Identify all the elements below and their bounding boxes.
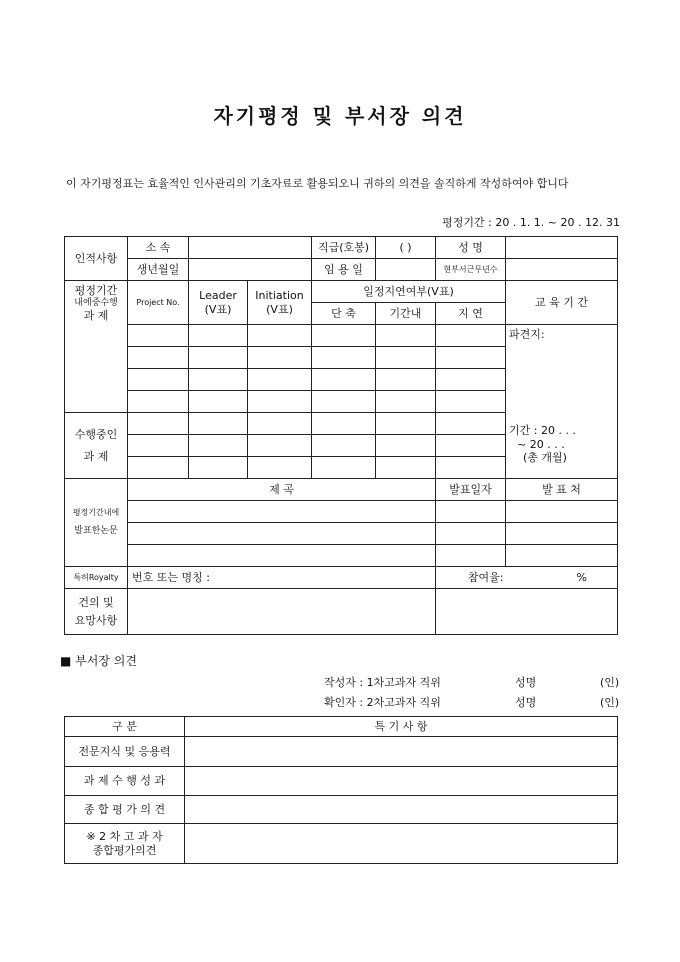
initiation-cell[interactable] — [248, 413, 312, 435]
eval-final-line1: ※ 2 차 고 과 자 — [86, 829, 163, 843]
ongoing-section-label — [65, 413, 128, 479]
paper-venue-cell[interactable] — [506, 523, 618, 545]
paper-subject-cell[interactable] — [128, 501, 436, 523]
birth-label: 생년월일 — [128, 259, 189, 281]
term-line2: ~ 20 . . . — [517, 437, 565, 451]
shorten-cell[interactable] — [312, 457, 376, 479]
paper-date-cell[interactable] — [436, 545, 506, 567]
leader-cell[interactable] — [189, 347, 248, 369]
initiation-line1: Initiation — [255, 288, 304, 302]
projects-section-line1: 평정기간 — [74, 284, 118, 297]
project-cell[interactable] — [128, 347, 189, 369]
leader-line2: (V표) — [204, 302, 232, 316]
paper-subject-header: 제 곡 — [128, 479, 436, 501]
affiliation-field[interactable] — [189, 237, 312, 259]
leader-cell[interactable] — [189, 435, 248, 457]
page-title: 자기평정 및 부서장 의견 — [213, 104, 467, 128]
paper-venue-header: 발 표 처 — [506, 479, 618, 501]
remarks-header: 특 기 사 항 — [185, 717, 618, 737]
initiation-cell[interactable] — [248, 435, 312, 457]
within-cell[interactable] — [376, 391, 436, 413]
leader-header — [189, 281, 248, 325]
within-cell[interactable] — [376, 325, 436, 347]
patent-label: 특허Royalty — [65, 567, 128, 589]
eval-final-field[interactable] — [185, 824, 618, 864]
paper-venue-cell[interactable] — [506, 501, 618, 523]
eval-row-field[interactable] — [185, 796, 618, 824]
initiation-cell[interactable] — [248, 391, 312, 413]
self-evaluation-table — [64, 236, 618, 635]
education-header: 교 육 기 간 — [506, 281, 618, 325]
leader-cell[interactable] — [189, 391, 248, 413]
paper-venue-cell[interactable] — [506, 545, 618, 567]
shorten-cell[interactable] — [312, 413, 376, 435]
leader-cell[interactable] — [189, 325, 248, 347]
eval-final-label — [65, 824, 185, 864]
personal-section-label: 인적사항 — [65, 237, 128, 281]
project-cell[interactable] — [128, 413, 189, 435]
leader-cell[interactable] — [189, 413, 248, 435]
eval-row-field[interactable] — [185, 767, 618, 796]
eval-row-label: 전문지식 및 응용력 — [65, 737, 185, 767]
project-cell[interactable] — [128, 325, 189, 347]
ongoing-line2: 과 제 — [83, 449, 109, 463]
eval-row-label: 종 합 평 가 의 견 — [65, 796, 185, 824]
rank-label: 직급(호봉) — [312, 237, 376, 259]
within-cell[interactable] — [376, 347, 436, 369]
paper-date-cell[interactable] — [436, 501, 506, 523]
delay-cell[interactable] — [436, 325, 506, 347]
manager-evaluation-table — [64, 716, 618, 864]
name-label: 성 명 — [436, 237, 506, 259]
writer-label: 작성자 : 1차고과자 직위 — [324, 676, 441, 689]
papers-section-label — [65, 479, 128, 567]
affiliation-label: 소 속 — [128, 237, 189, 259]
project-cell[interactable] — [128, 391, 189, 413]
project-cell[interactable] — [128, 369, 189, 391]
eval-row-label: 과 제 수 행 성 과 — [65, 767, 185, 796]
term-line1: 기간 : 20 . . . — [509, 423, 576, 437]
appointed-field[interactable] — [376, 259, 436, 281]
shorten-header: 단 축 — [312, 303, 376, 325]
checker-name-label: 성명 — [515, 696, 537, 709]
papers-line1: 평정기간내에 — [72, 507, 120, 517]
delay-cell[interactable] — [436, 413, 506, 435]
schedule-header: 일정지연여부(V표) — [312, 281, 506, 303]
within-header: 기간내 — [376, 303, 436, 325]
name-field[interactable] — [506, 237, 618, 259]
delay-cell[interactable] — [436, 391, 506, 413]
checker-label: 확인자 : 2차고과자 직위 — [324, 696, 441, 709]
tenure-label: 현부서근무년수 — [436, 259, 506, 281]
paper-date-cell[interactable] — [436, 523, 506, 545]
paper-date-header: 발표일자 — [436, 479, 506, 501]
ongoing-line1: 수행중인 — [74, 427, 118, 441]
initiation-line2: (V표) — [266, 302, 293, 316]
delay-cell[interactable] — [436, 457, 506, 479]
checker-seal: (인) — [600, 696, 620, 709]
shorten-cell[interactable] — [312, 391, 376, 413]
shorten-cell[interactable] — [312, 325, 376, 347]
suggestion-line1: 건의 및 — [78, 595, 114, 609]
delay-cell[interactable] — [436, 347, 506, 369]
birth-field[interactable] — [189, 259, 312, 281]
within-cell[interactable] — [376, 413, 436, 435]
delay-cell[interactable] — [436, 435, 506, 457]
shorten-cell[interactable] — [312, 435, 376, 457]
leader-cell[interactable] — [189, 369, 248, 391]
within-cell[interactable] — [376, 457, 436, 479]
term-line3: (총 개월) — [523, 451, 567, 465]
leader-line1: Leader — [199, 288, 237, 302]
suggestion-label — [65, 589, 128, 635]
education-field[interactable] — [506, 325, 618, 479]
initiation-cell[interactable] — [248, 369, 312, 391]
intro-text: 이 자기평정표는 효율적인 인사관리의 기초자료로 활용되오니 귀하의 의견을 솔직하게 작성하여야 합니다 — [66, 177, 569, 190]
appointed-label: 임 용 일 — [312, 259, 376, 281]
initiation-cell[interactable] — [248, 325, 312, 347]
participation-field[interactable]: % — [506, 567, 618, 589]
leader-cell[interactable] — [189, 457, 248, 479]
suggestion-field[interactable] — [128, 589, 436, 635]
participation-label: 참여율: — [436, 567, 506, 589]
projects-section-line3: 과 제 — [83, 309, 109, 322]
eval-final-line2: 종합평가의견 — [92, 843, 157, 857]
delay-cell[interactable] — [436, 369, 506, 391]
rank-field[interactable]: ( ) — [376, 237, 436, 259]
project-cell[interactable] — [128, 457, 189, 479]
writer-seal: (인) — [600, 676, 620, 689]
shorten-cell[interactable] — [312, 347, 376, 369]
project-no-header: Project No. — [128, 281, 189, 325]
category-header: 구 분 — [65, 717, 185, 737]
initiation-cell[interactable] — [248, 457, 312, 479]
paper-subject-cell[interactable] — [128, 545, 436, 567]
projects-section-line2: 내에중수행 — [74, 297, 118, 308]
dispatch-label: 파견지: — [509, 328, 545, 341]
suggestion-line2: 요망사항 — [74, 613, 118, 627]
suggestion-extra-field[interactable] — [436, 589, 618, 635]
within-cell[interactable] — [376, 435, 436, 457]
project-cell[interactable] — [128, 435, 189, 457]
eval-row-field[interactable] — [185, 737, 618, 767]
shorten-cell[interactable] — [312, 369, 376, 391]
delay-header: 지 연 — [436, 303, 506, 325]
evaluation-period: 평정기간 : 20 . 1. 1. ~ 20 . 12. 31 — [442, 216, 620, 229]
manager-opinion-header: ■ 부서장 의견 — [60, 654, 137, 668]
paper-subject-cell[interactable] — [128, 523, 436, 545]
projects-section-label — [65, 281, 128, 413]
tenure-field[interactable] — [506, 259, 618, 281]
initiation-cell[interactable] — [248, 347, 312, 369]
initiation-header — [248, 281, 312, 325]
within-cell[interactable] — [376, 369, 436, 391]
patent-number-field[interactable]: 번호 또는 명칭 : — [128, 567, 436, 589]
writer-name-label: 성명 — [515, 676, 537, 689]
papers-line2: 발표한논문 — [74, 525, 118, 536]
